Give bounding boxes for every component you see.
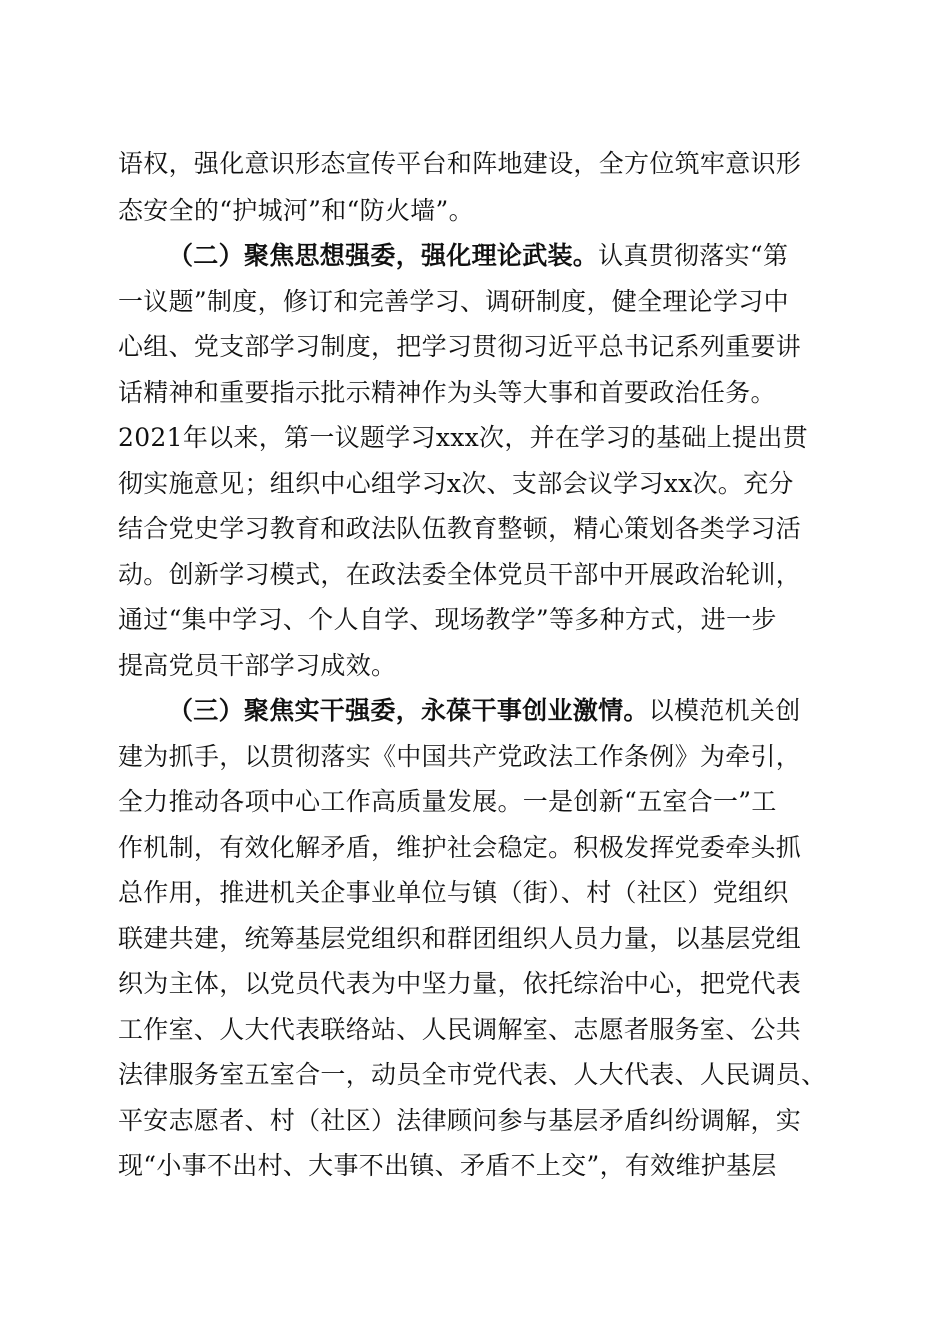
section-heading-2: （二）聚焦思想强委，强化理论武装。 bbox=[168, 241, 599, 270]
section-heading-3: （三）聚焦实干强委，永葆干事创业激情。 bbox=[168, 696, 649, 725]
text-line: 全力推动各项中心工作高质量发展。一是创新“五室合一”工 bbox=[118, 787, 777, 816]
text-line: 平安志愿者、村（社区）法律顾问参与基层矛盾纠纷调解，实 bbox=[118, 1106, 802, 1135]
text-line: 法律服务室五室合一，动员全市党代表、人大代表、人民调员、 bbox=[118, 1060, 827, 1089]
text-run: 以模范机关创 bbox=[648, 696, 801, 725]
text-line: 工作室、人大代表联络站、人民调解室、志愿者服务室、公共 bbox=[118, 1015, 802, 1044]
text-line: 现“小事不出村、大事不出镇、矛盾不上交”，有效维护基层 bbox=[118, 1151, 777, 1180]
text-line: 织为主体，以党员代表为中坚力量，依托综治中心，把党代表 bbox=[118, 969, 802, 998]
paragraph-first-line bbox=[168, 693, 888, 729]
text-line: 话精神和重要指示批示精神作为头等大事和首要政治任务。 bbox=[118, 378, 776, 407]
text-line: 通过“集中学习、个人自学、现场教学”等多种方式，进一步 bbox=[118, 605, 777, 634]
text-line: 总作用，推进机关企事业单位与镇（街）、村（社区）党组织 bbox=[118, 878, 789, 907]
text-run: 认真贯彻落实“第 bbox=[598, 241, 789, 270]
text-line: 动。创新学习模式，在政法委全体党员干部中开展政治轮训， bbox=[118, 560, 802, 589]
text-line: 结合党史学习教育和政法队伍教育整顿，精心策划各类学习活 bbox=[118, 514, 802, 543]
text-line: 心组、党支部学习制度，把学习贯彻习近平总书记系列重要讲 bbox=[118, 332, 802, 361]
text-line: 联建共建，统筹基层党组织和群团组织人员力量，以基层党组 bbox=[118, 924, 802, 953]
text-line: 作机制，有效化解矛盾，维护社会稳定。积极发挥党委牵头抓 bbox=[118, 833, 802, 862]
text-line: 彻实施意见；组织中心组学习x次、支部会议学习xx次。充分 bbox=[118, 469, 794, 498]
text-line: 态安全的“护城河”和“防火墙”。 bbox=[118, 196, 474, 225]
text-line: 提高党员干部学习成效。 bbox=[118, 651, 397, 680]
text-line: 2021年以来，第一议题学习xxx次，并在学习的基础上提出贯 bbox=[118, 423, 808, 452]
text-line: 一议题”制度，修订和完善学习、调研制度，健全理论学习中 bbox=[118, 287, 789, 316]
paragraph-first-line bbox=[168, 238, 888, 274]
text-line: 建为抓手，以贯彻落实《中国共产党政法工作条例》为牵引， bbox=[118, 742, 802, 771]
text-line: 语权，强化意识形态宣传平台和阵地建设，全方位筑牢意识形 bbox=[118, 149, 802, 178]
